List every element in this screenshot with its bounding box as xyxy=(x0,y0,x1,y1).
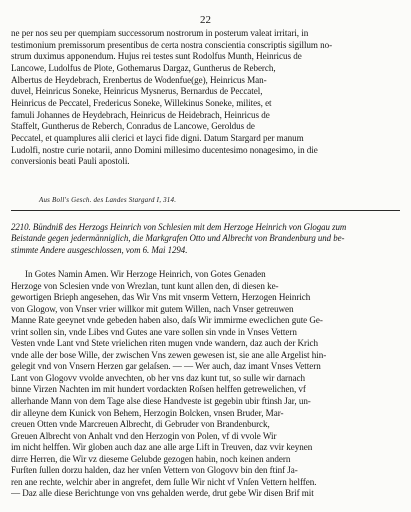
text-line: Ludolfi, nostre curie notarii, anno Domini millesimo ducentesimo nonagesimo, in die xyxy=(11,144,318,155)
text-line: im nicht helffen. Wir globen auch daz ane alle arge Lift in Treuven, daz vvir keynen xyxy=(11,442,313,453)
text-line: binne Virzen Nachten im mit hundert vordackten Roſsen helffen getrewelichen, vf xyxy=(11,384,306,395)
latin-charter-text xyxy=(11,28,400,168)
text-line: dir alleyne dem Kunick von Behem, Herzogin Bolcken, vnsen Bruder, Mar- xyxy=(11,407,284,418)
text-line: Herzoge von Sclesien vnde von Wrezlan, tunt kunt allen den, di diesen ke- xyxy=(11,280,279,291)
text-line: In Gotes Namin Amen. Wir Herzoge Heinrich, von Gotes Genaden xyxy=(25,269,266,279)
heading-line: Beistande gegen jedermänniglich, die Markgrafen Otto und Albrecht von Brandenburg und be- xyxy=(11,233,345,244)
text-line: Manne Rate geeynet vnde gebeden haben also, daſs Wir immirme eweclichen gute Ge- xyxy=(11,315,323,326)
text-line: Peccatel, et quamplures alii clerici et layci fide digni. Datum Stargard per manum xyxy=(11,132,304,143)
german-charter-text xyxy=(11,269,400,500)
text-line: Heinricus de Peccatel, Fredericus Soneke, Willekinus Soneke, milites, et xyxy=(11,97,272,108)
text-line: duvel, Heinricus Soneke, Heinricus Mysnerus, Bernardus de Peccatel, xyxy=(11,86,263,97)
text-line: famuli Johannes de Heydebrach, Heinricus de Heidebrach, Heinricus de xyxy=(11,109,270,120)
page-number: 22 xyxy=(200,14,211,26)
text-line: Lancowe, Ludolfus de Plote, Gothemarus Dargaz, Guntherus de Reberch, xyxy=(11,62,276,73)
text-line: strum duximus apponendum. Hujus rei testes sunt Rodolfus Munth, Heinricus de xyxy=(11,51,302,62)
text-line: ne per nos seu per quempiam successorum nostrorum in posterum valeat irritari, in xyxy=(11,28,309,38)
text-line: Staffelt, Guntherus de Reberch, Conradus de Lancowe, Geroldus de xyxy=(11,121,255,132)
text-line: allerhande Mann von dem Tage alse diese Handveste ist gegebin ubir ftinsh Jar, un- xyxy=(11,396,311,407)
text-line: vnde alle der bose Wille, der zwischen Vns zewen gewesen ist, sie ane alle Argelist hin- xyxy=(11,349,327,360)
text-line: Vesten vnde Lant vnd Stete vrielichen riten mugen vnde wandern, daz auch der Krich xyxy=(11,338,318,349)
text-line: von Glogow, von Vnser vrier willkor mit gutem Willen, nach Vnser getreuwen xyxy=(11,303,294,314)
text-line: vrint sollen sin, vnde Libes vnd Gutes ane vare sollen sin vnde in Vnses Vettern xyxy=(11,326,297,337)
text-line: — Daz alle diese Berichtunge von vns gehalden werde, drut gebe Wir disen Brif mit xyxy=(11,488,314,499)
source-citation: Aus Boll's Gesch. des Landes Stargard I, 314. xyxy=(39,196,177,204)
text-line: Lant von Glogovv vvolde anvechten, ob her vns daz kunt tut, so sulle wir darnach xyxy=(11,372,306,383)
text-line: dirre Herren, die Wir vz dieseme Gelubde gezogen habin, noch keinen andern xyxy=(11,453,291,464)
text-line: gelegit vnd von Vnsern Herzen gar gelaſsen. — — Wer auch, daz imant Vnses Vettern xyxy=(11,361,321,372)
text-line: Albertus de Heydebrach, Erenbertus de Wodenfue(ge), Heinricus Man- xyxy=(11,74,267,85)
text-line: Greuen Albrecht von Anhalt vnd den Herzogin von Polen, vf di vvole Wir xyxy=(11,430,277,441)
text-line: testimonium premissorum presentibus de certa nostra conscientia conscriptis sigillum no- xyxy=(11,39,333,50)
text-line: gewortigen Brieph angesehen, das Wir Vns mit vnserm Vettern, Herzogen Heinrich xyxy=(11,292,311,303)
heading-line: stimmte Andere ausgeschlossen, vom 6. Mai 1294. xyxy=(11,244,188,255)
text-line: Furſten ſullen dorzu halden, daz her vnſen Vettern von Glogovv bin den ftinf Ja- xyxy=(11,465,298,476)
text-line: conversionis beati Pauli apostoli. xyxy=(11,156,130,167)
heading-line: 2210. Bündniß des Herzogs Heinrich von Schlesien mit dem Herzoge Heinrich von Glogau zum xyxy=(11,222,347,232)
text-line: ren ane rechte, welchir aber in angrefet, dem ſulle Wir nicht vf Vnſen Vettern helffen. xyxy=(11,476,317,487)
text-line: creuen Otten vnde Marcreuen Albrecht, di Gebruder von Brandenburck, xyxy=(11,419,270,430)
entry-heading xyxy=(11,222,400,256)
section-divider xyxy=(11,210,400,211)
